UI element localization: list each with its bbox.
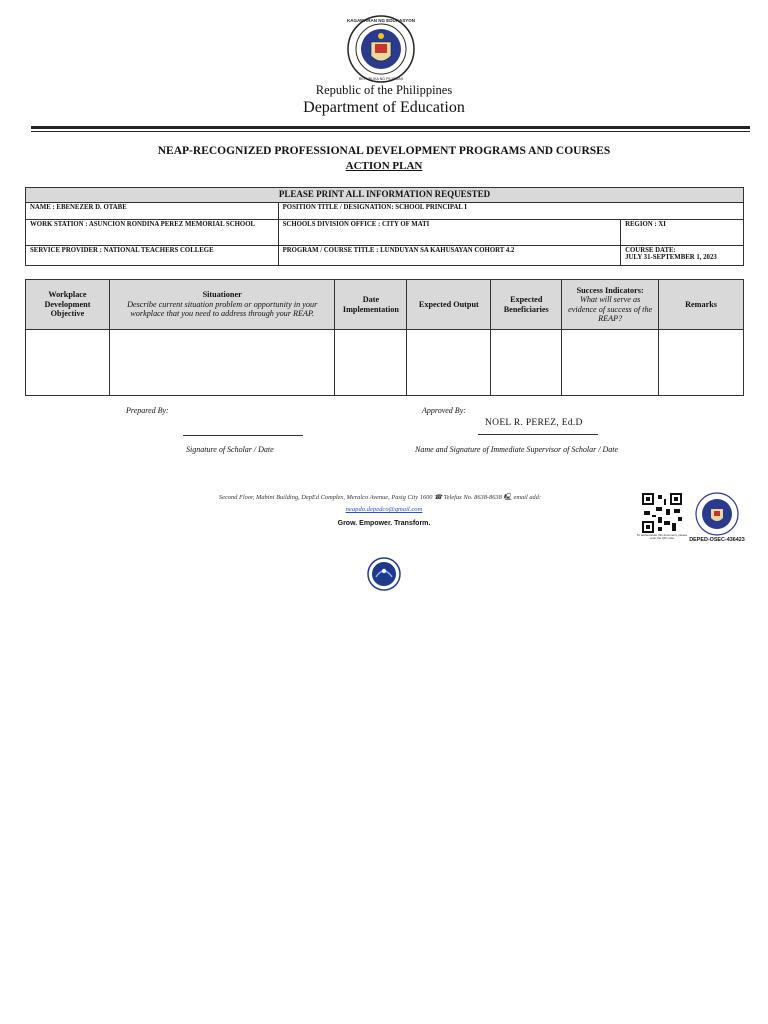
- cell-remarks[interactable]: [659, 330, 744, 396]
- form-subtitle: ACTION PLAN: [345, 160, 423, 172]
- neap-logo: [367, 557, 401, 591]
- provider-field: SERVICE PROVIDER : NATIONAL TEACHERS COLLEGE: [26, 245, 279, 265]
- col-success-desc: What will serve as evidence of success of the REAP?: [568, 295, 653, 323]
- position-field: POSITION TITLE / DESIGNATION: SCHOOL PRINCIPAL I: [278, 202, 743, 219]
- supervisor-signature-caption: Name and Signature of Immediate Supervisor of Scholar / Date: [415, 445, 619, 454]
- col-objective: Workplace Development Objective: [26, 280, 110, 330]
- col-situationer-title: Situationer: [202, 290, 242, 300]
- approved-by-label: Approved By:: [422, 406, 466, 415]
- cell-objective[interactable]: [26, 330, 110, 396]
- footer-email-link[interactable]: neapdo.depedco@gmail.com: [345, 506, 423, 513]
- footer-address: Second Floor, Mabini Building, DepEd Complex, Meralco Avenue, Pasig City 1600 ☎ Telefax No. 8638-8638 🖳 email add:: [218, 494, 542, 501]
- work-station-field: WORK STATION : ASUNCION RONDINA PEREZ MEMORIAL SCHOOL: [26, 219, 279, 245]
- deped-seal-logo: [343, 14, 419, 84]
- document-code: DEPED-OSEC-436423: [689, 537, 745, 543]
- svg-text:KAGAWARAN NG EDUKASYON: KAGAWARAN NG EDUKASYON: [346, 18, 416, 23]
- department-label: Department of Education: [303, 99, 465, 116]
- info-table: [25, 187, 744, 266]
- col-success-title: Success Indicators:: [576, 285, 644, 295]
- qr-caption: To authenticate this document, please scan the QR code: [636, 533, 688, 541]
- division-field: SCHOOLS DIVISION OFFICE : CITY OF MATI: [278, 219, 620, 245]
- footer-motto: Grow. Empower. Transform.: [337, 520, 431, 527]
- col-situationer-desc: Describe current situation problem or opportunity in your workplace that you need to address through your REAP.: [127, 299, 318, 319]
- qr-code-icon[interactable]: [642, 493, 682, 533]
- region-field: REGION : XI: [621, 219, 744, 245]
- info-heading: PLEASE PRINT ALL INFORMATION REQUESTED: [26, 188, 744, 203]
- cell-output[interactable]: [407, 330, 491, 396]
- prepared-by-label: Prepared By:: [126, 406, 169, 415]
- scholar-signature-line[interactable]: [183, 435, 303, 436]
- form-title: NEAP-RECOGNIZED PROFESSIONAL DEVELOPMENT PROGRAMS AND COURSES: [157, 145, 611, 157]
- supervisor-name: NOEL R. PEREZ, Ed.D: [485, 418, 583, 428]
- header-divider-thick: [31, 126, 750, 129]
- supervisor-signature-line[interactable]: [478, 434, 598, 435]
- table-row: [26, 330, 744, 396]
- course-date-value: JULY 31-SEPTEMBER 1, 2023: [625, 254, 717, 262]
- col-remarks: Remarks: [659, 280, 744, 330]
- action-plan-table: [25, 279, 744, 396]
- course-date-label: COURSE DATE:: [625, 246, 676, 254]
- cell-date[interactable]: [335, 330, 407, 396]
- header-divider-thin: [31, 131, 750, 132]
- scholar-signature-caption: Signature of Scholar / Date: [186, 445, 274, 454]
- cell-situationer[interactable]: [109, 330, 335, 396]
- program-field: PROGRAM / COURSE TITLE : LUNDUYAN SA KAHUSAYAN COHORT 4.2: [278, 245, 620, 265]
- col-date: Date Implementation: [335, 280, 407, 330]
- col-situationer: [109, 280, 335, 330]
- name-field: NAME : EBENEZER D. OTABE: [26, 202, 279, 219]
- republic-label: Republic of the Philippines: [315, 83, 453, 97]
- cell-beneficiaries[interactable]: [491, 330, 562, 396]
- deped-seal-small-logo: [695, 492, 739, 536]
- course-date-field: [621, 245, 744, 265]
- cell-success[interactable]: [562, 330, 659, 396]
- col-success: [562, 280, 659, 330]
- svg-text:REPUBLIKA NG PILIPINAS: REPUBLIKA NG PILIPINAS: [358, 77, 404, 81]
- col-beneficiaries: Expected Beneficiaries: [491, 280, 562, 330]
- col-output: Expected Output: [407, 280, 491, 330]
